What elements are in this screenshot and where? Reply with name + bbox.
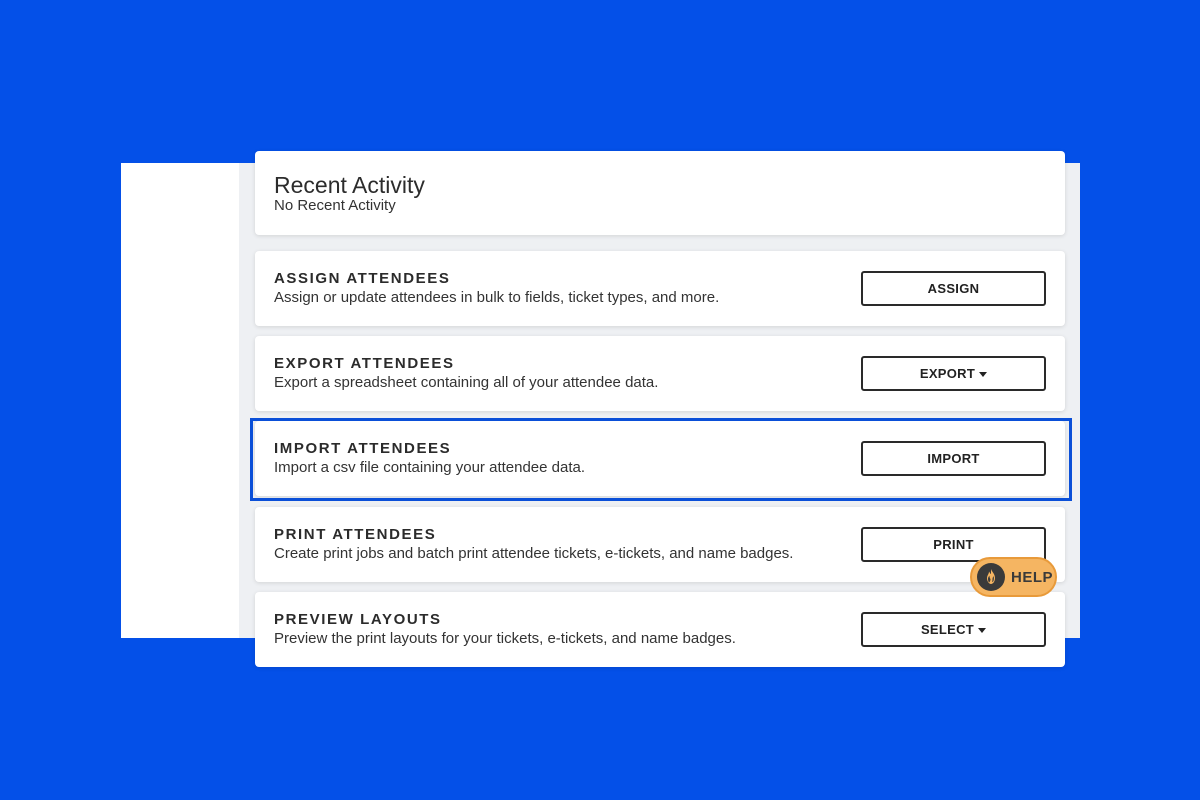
import-button-label: IMPORT <box>927 451 980 466</box>
help-button[interactable] <box>970 557 1057 597</box>
print-attendees-description: Create print jobs and batch print attendee tickets, e-tickets, and name badges. <box>274 545 794 562</box>
import-attendees-card <box>255 421 1065 496</box>
caret-down-icon <box>978 628 986 633</box>
import-attendees-title: IMPORT ATTENDEES <box>274 440 452 457</box>
assign-attendees-title: ASSIGN ATTENDEES <box>274 270 451 287</box>
print-button-label: PRINT <box>933 537 974 552</box>
main-content <box>239 163 1080 647</box>
export-attendees-card <box>255 336 1065 411</box>
preview-layouts-description: Preview the print layouts for your tickets, e-tickets, and name badges. <box>274 630 736 647</box>
export-attendees-description: Export a spreadsheet containing all of your attendee data. <box>274 374 659 391</box>
import-attendees-description: Import a csv file containing your attendee data. <box>274 459 586 476</box>
recent-activity-card <box>255 151 1065 235</box>
assign-attendees-card <box>255 251 1065 326</box>
app-viewport <box>121 163 1080 647</box>
assign-button-label: ASSIGN <box>927 281 980 296</box>
print-attendees-card <box>255 507 1065 582</box>
flame-icon <box>977 563 1005 591</box>
export-button-label: EXPORT <box>919 366 976 381</box>
sidebar <box>121 163 239 638</box>
recent-activity-title: Recent Activity <box>274 172 425 198</box>
preview-layouts-card <box>255 592 1065 667</box>
print-attendees-title: PRINT ATTENDEES <box>274 526 437 543</box>
import-button[interactable] <box>861 441 1046 476</box>
assign-button[interactable] <box>861 271 1046 306</box>
export-attendees-title: EXPORT ATTENDEES <box>274 355 455 372</box>
help-label: HELP <box>1011 568 1054 586</box>
recent-activity-status: No Recent Activity <box>274 197 396 214</box>
assign-attendees-description: Assign or update attendees in bulk to fields, ticket types, and more. <box>274 289 720 306</box>
export-dropdown-button[interactable] <box>861 356 1046 391</box>
select-layout-dropdown-button[interactable] <box>861 612 1046 647</box>
caret-down-icon <box>979 372 987 377</box>
preview-layouts-title: PREVIEW LAYOUTS <box>274 611 442 628</box>
select-button-label: SELECT <box>920 622 975 637</box>
